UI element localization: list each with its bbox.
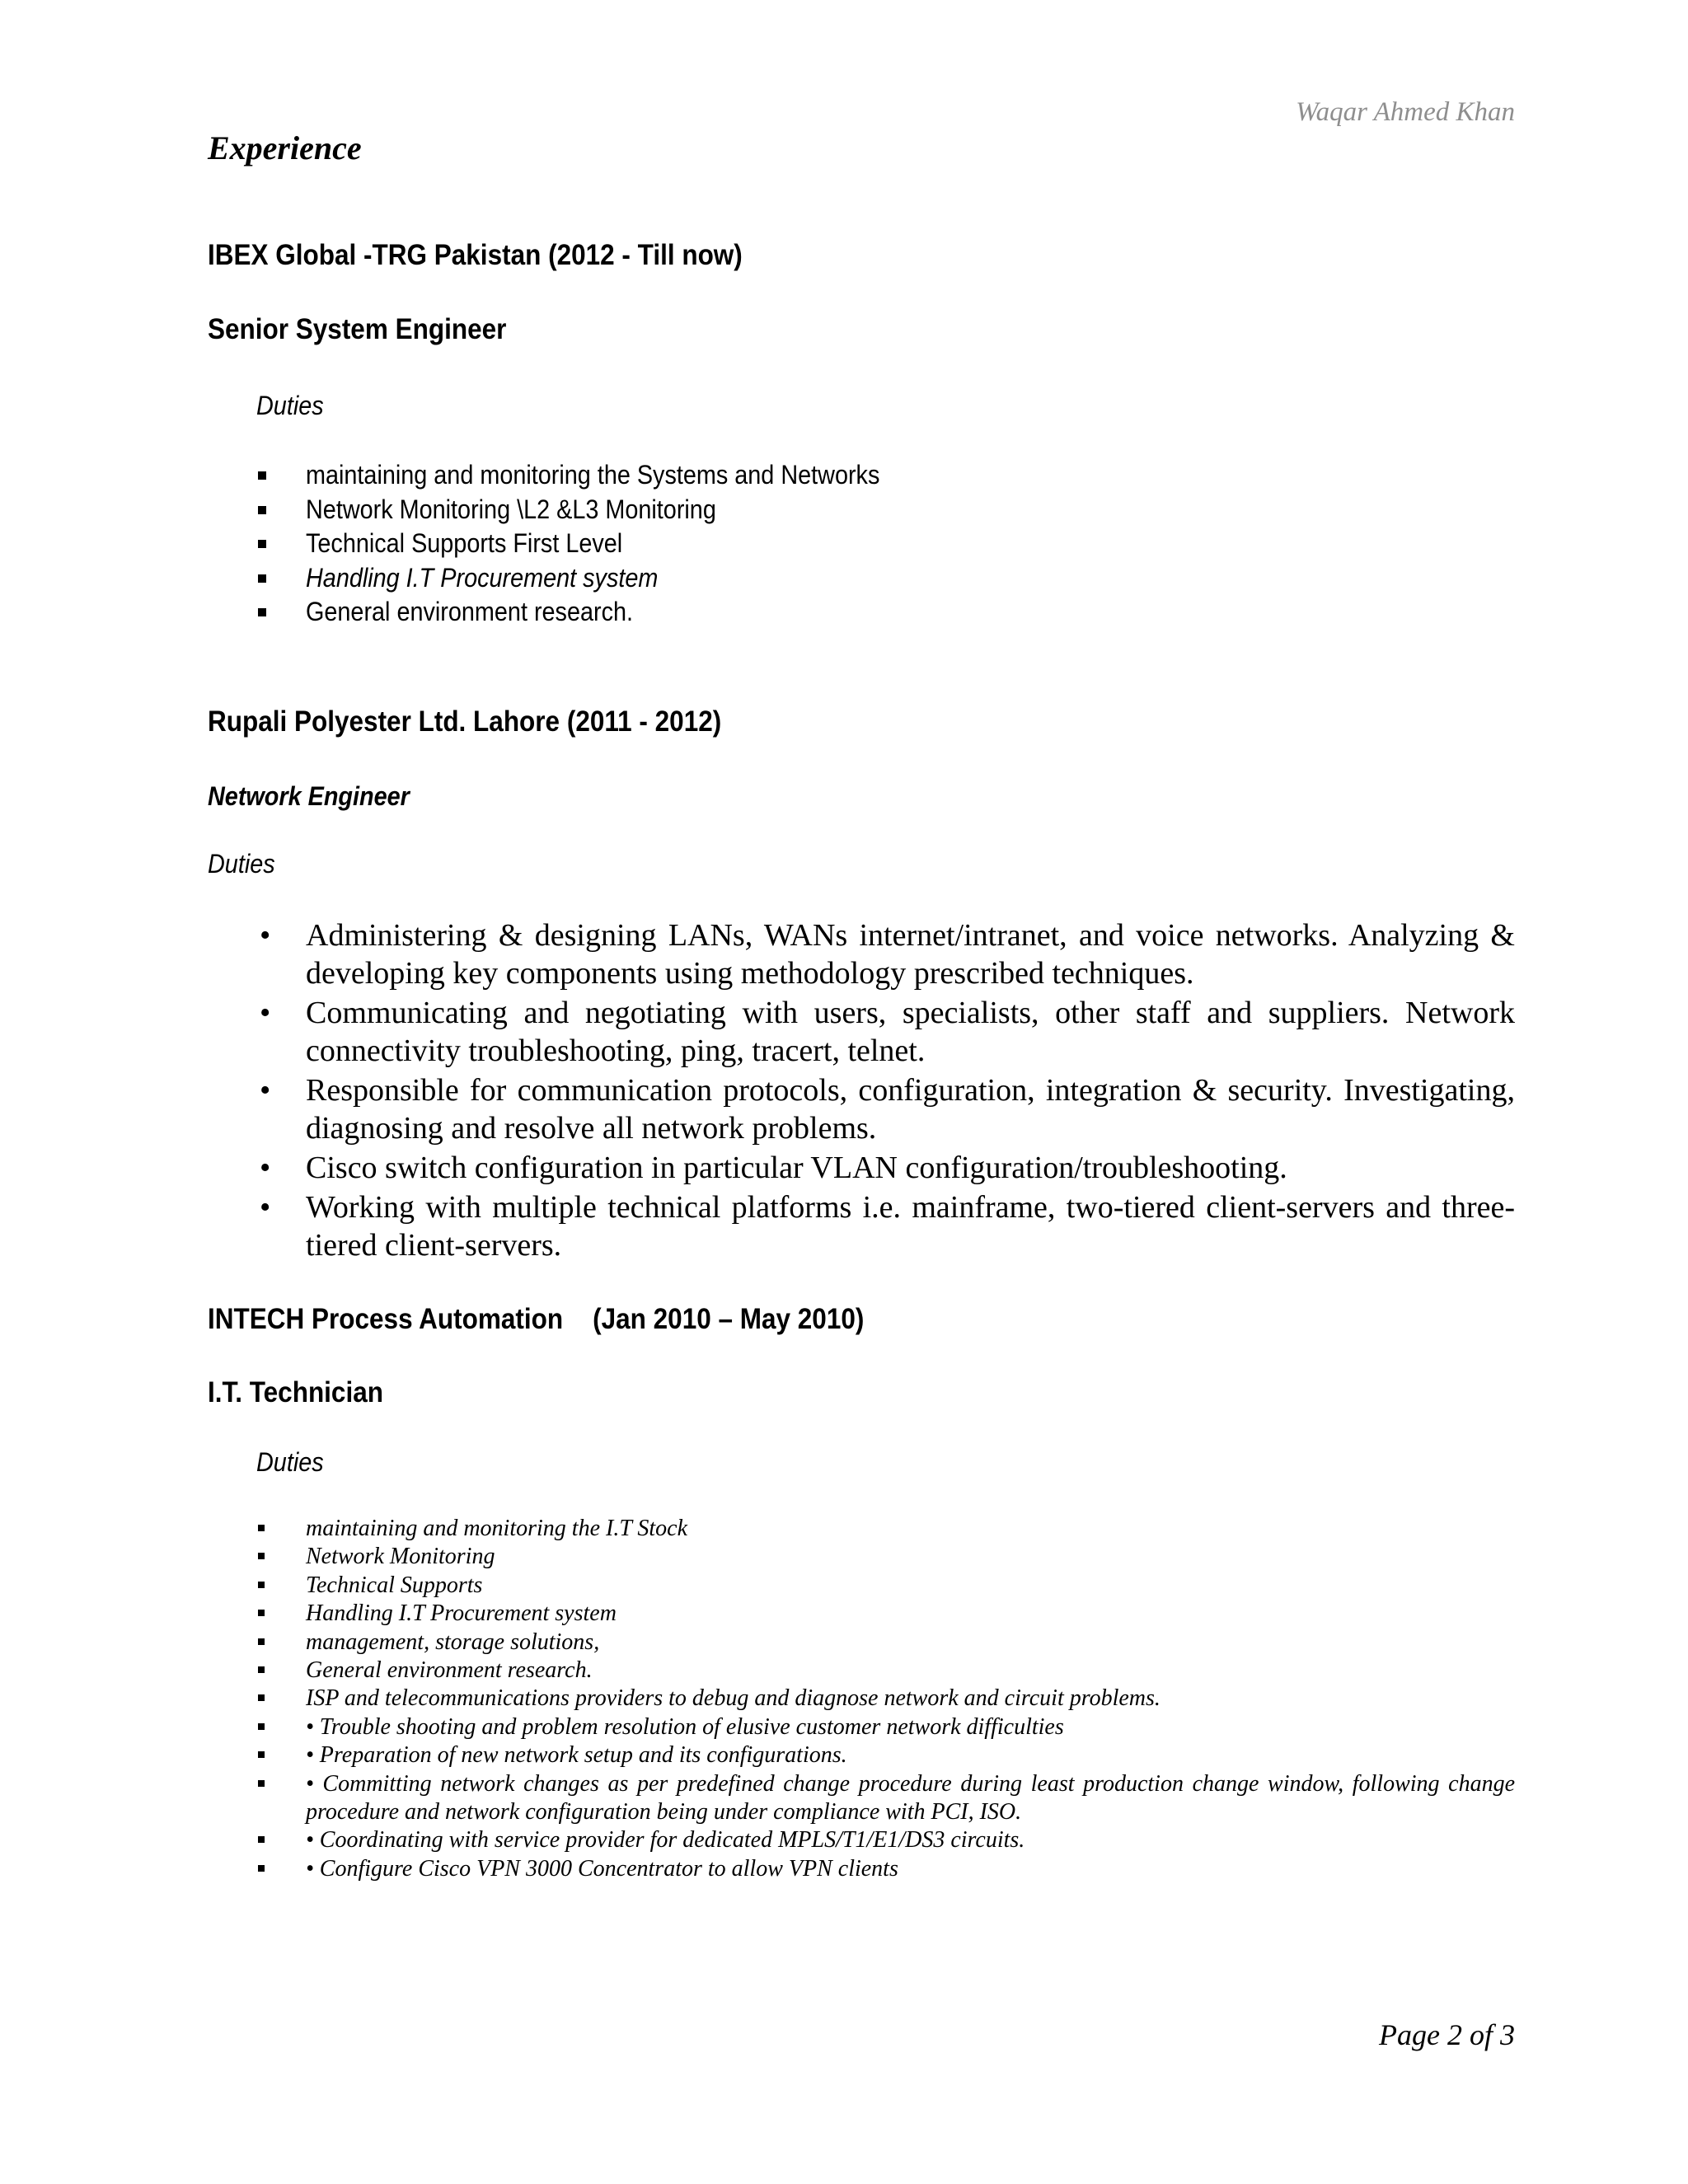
square-bullet-icon <box>258 1553 265 1559</box>
square-bullet-icon <box>258 1610 265 1616</box>
job-2-duties-label: Duties <box>208 849 275 879</box>
section-title-experience: Experience <box>208 129 362 166</box>
square-bullet-icon <box>258 1865 265 1872</box>
job-1-company: IBEX Global -TRG Pakistan (2012 - Till now) <box>208 239 743 271</box>
list-item: • Configure Cisco VPN 3000 Concentrator to allow VPN clients <box>306 1855 1515 1883</box>
list-item: maintaining and monitoring the I.T Stock <box>306 1515 1515 1543</box>
list-item: • Coordinating with service provider for dedicated MPLS/T1/E1/DS3 circuits. <box>306 1826 1515 1854</box>
square-bullet-icon <box>258 540 266 548</box>
job-1-role: Senior System Engineer <box>208 313 507 345</box>
round-bullet-icon: • <box>260 1190 271 1225</box>
list-item: • Communicating and negotiating with users, specialists, other staff and suppliers. Network connectivity troubleshooting, ping, tracert, telnet. <box>260 996 1515 1068</box>
square-bullet-icon <box>258 574 266 583</box>
square-bullet-icon <box>258 1836 265 1843</box>
list-item: maintaining and monitoring the Systems and Networks <box>306 458 1460 493</box>
job-3-duties-list <box>306 1515 1515 1883</box>
list-item: General environment research. <box>306 595 1460 630</box>
job-3-role: I.T. Technician <box>208 1376 383 1408</box>
list-item: management, storage solutions, <box>306 1629 1515 1657</box>
square-bullet-icon <box>258 506 266 514</box>
square-bullet-icon <box>258 1723 265 1730</box>
job-3-company-name: INTECH Process Automation <box>208 1303 564 1335</box>
square-bullet-icon <box>258 1638 265 1645</box>
list-item: • Trouble shooting and problem resolution of elusive customer network difficulties <box>306 1713 1515 1741</box>
job-1-duties-label: Duties <box>256 391 324 420</box>
list-item: Handling I.T Procurement system <box>306 561 1460 596</box>
round-bullet-icon: • <box>260 1073 271 1108</box>
list-item: ISP and telecommunications providers to debug and diagnose network and circuit problems. <box>306 1685 1515 1713</box>
list-item: • Committing network changes as per predefined change procedure during least production change window, following change procedure and network configuration being under compliance with PCI, ISO. <box>306 1770 1515 1827</box>
list-item: • Cisco switch configuration in particular VLAN configuration/troubleshooting. <box>260 1151 1287 1185</box>
round-bullet-icon: • <box>260 1151 271 1185</box>
list-item: General environment research. <box>306 1657 1515 1685</box>
list-item: Network Monitoring <box>306 1543 1515 1571</box>
list-item: Technical Supports First Level <box>306 527 1460 561</box>
square-bullet-icon <box>258 471 266 480</box>
job-3-duties-label: Duties <box>256 1447 324 1477</box>
list-item: Network Monitoring \L2 &L3 Monitoring <box>306 493 1460 527</box>
square-bullet-icon <box>258 1666 265 1673</box>
list-item: Handling I.T Procurement system <box>306 1600 1515 1628</box>
round-bullet-icon: • <box>260 996 271 1030</box>
job-2-role: Network Engineer <box>208 781 410 811</box>
job-2-company: Rupali Polyester Ltd. Lahore (2011 - 2012) <box>208 705 722 738</box>
job-3-dates: (Jan 2010 – May 2010) <box>593 1303 865 1335</box>
square-bullet-icon <box>258 1582 265 1588</box>
list-item: • Working with multiple technical platforms i.e. mainframe, two-tiered client-servers and three-tiered client-servers. <box>260 1190 1515 1263</box>
header-author-name: Waqar Ahmed Khan <box>1296 97 1515 127</box>
list-item: • Responsible for communication protocols, configuration, integration & security. Investigating, diagnosing and resolve all network problems. <box>260 1073 1515 1146</box>
list-item: • Administering & designing LANs, WANs internet/intranet, and voice networks. Analyzing & developing key components using methodology prescribed techniques. <box>260 918 1515 991</box>
square-bullet-icon <box>258 1525 265 1531</box>
list-item: • Preparation of new network setup and its configurations. <box>306 1741 1515 1769</box>
job-3-company <box>208 1303 864 1336</box>
square-bullet-icon <box>258 1694 265 1701</box>
job-2-duties-list <box>260 916 1515 1266</box>
square-bullet-icon <box>258 608 266 616</box>
square-bullet-icon <box>258 1751 265 1758</box>
page-number: Page 2 of 3 <box>1379 2018 1515 2051</box>
list-item: Technical Supports <box>306 1572 1515 1600</box>
square-bullet-icon <box>258 1780 265 1787</box>
job-1-duties-list <box>306 458 1460 630</box>
round-bullet-icon: • <box>260 918 271 953</box>
